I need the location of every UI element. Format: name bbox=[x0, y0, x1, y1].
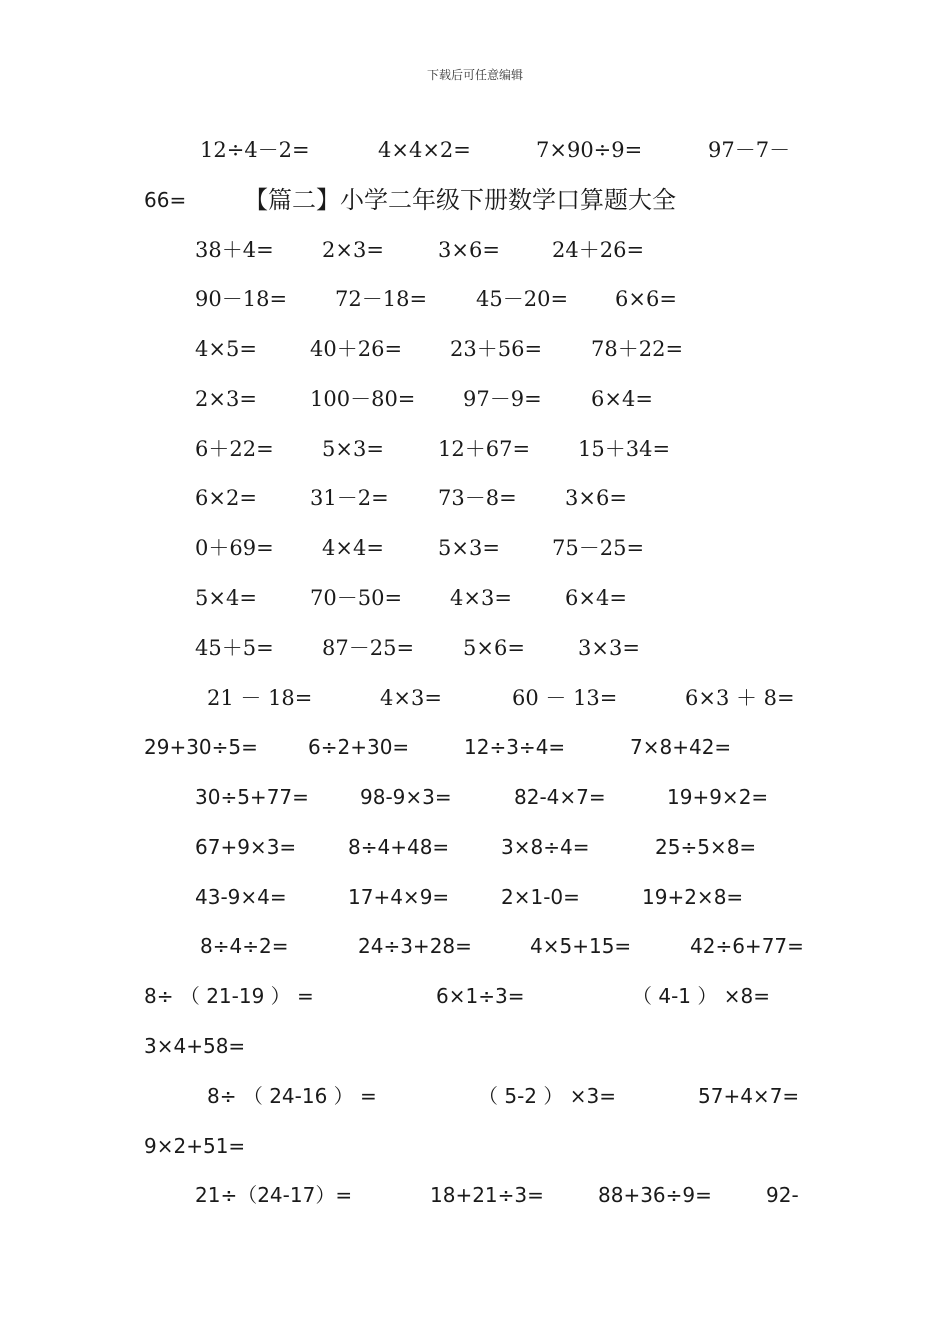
problem: 12＋67= bbox=[438, 437, 531, 461]
problem: 82-4×7= bbox=[514, 785, 606, 809]
problem: 30÷5+77= bbox=[195, 785, 309, 809]
section-heading: 【篇二】小学二年级下册数学口算题大全 bbox=[244, 186, 676, 214]
problem-row bbox=[0, 334, 950, 364]
problem: 4×3= bbox=[450, 586, 512, 610]
problem: 4×3= bbox=[380, 686, 442, 710]
problem: 78＋22= bbox=[591, 337, 684, 361]
problem: 12÷3÷4= bbox=[464, 735, 566, 759]
problem: 8÷ （ 24-16 ） = bbox=[207, 1084, 377, 1108]
problem: 6×4= bbox=[565, 586, 627, 610]
problem: 25÷5×8= bbox=[655, 835, 757, 859]
problem: 6÷2+30= bbox=[308, 735, 410, 759]
problem: 38＋4= bbox=[195, 238, 274, 262]
problem: 19+2×8= bbox=[642, 885, 744, 909]
problem-row bbox=[0, 434, 950, 464]
problem: 4×4= bbox=[322, 536, 384, 560]
problem-row bbox=[0, 533, 950, 563]
problem-row bbox=[0, 135, 950, 165]
problem-row bbox=[0, 1031, 950, 1061]
problem-row bbox=[0, 931, 950, 961]
problem: 70－50= bbox=[310, 586, 403, 610]
problem: 45－20= bbox=[476, 287, 569, 311]
problem-row bbox=[0, 284, 950, 314]
problem: 4×5= bbox=[195, 337, 257, 361]
problem: 6×2= bbox=[195, 486, 257, 510]
problem: 24÷3+28= bbox=[358, 934, 472, 958]
problem-row bbox=[0, 235, 950, 265]
problem: 4×5+15= bbox=[530, 934, 632, 958]
problem: 66= bbox=[144, 188, 187, 212]
problem: 29+30÷5= bbox=[144, 735, 258, 759]
problem: 5×3= bbox=[438, 536, 500, 560]
problem: 90－18= bbox=[195, 287, 288, 311]
problem: 87－25= bbox=[322, 636, 415, 660]
problem: 0＋69= bbox=[195, 536, 274, 560]
problem-row bbox=[0, 185, 950, 215]
problem-row bbox=[0, 1180, 950, 1210]
problem: 5×6= bbox=[463, 636, 525, 660]
problem-row bbox=[0, 1131, 950, 1161]
problem: 92- bbox=[766, 1183, 799, 1207]
problem: 4×4×2= bbox=[378, 138, 471, 162]
problem: （ 4-1 ） ×8= bbox=[632, 984, 770, 1008]
problem-row bbox=[0, 384, 950, 414]
problem: 100－80= bbox=[310, 387, 416, 411]
problem: 12÷4－2= bbox=[200, 138, 310, 162]
problem: 60 － 13= bbox=[512, 686, 618, 710]
problem: 2×1-0= bbox=[501, 885, 580, 909]
problem: 7×8+42= bbox=[630, 735, 732, 759]
problem: （ 5-2 ） ×3= bbox=[478, 1084, 616, 1108]
problem: 3×4+58= bbox=[144, 1034, 246, 1058]
page-header: 下载后可任意编辑 bbox=[426, 68, 523, 82]
problem: 72－18= bbox=[335, 287, 428, 311]
problem: 6×3 ＋ 8= bbox=[685, 686, 795, 710]
problem-row bbox=[0, 583, 950, 613]
problem: 21÷（24-17）= bbox=[195, 1183, 353, 1207]
problem-row bbox=[0, 483, 950, 513]
problem: 75－25= bbox=[552, 536, 645, 560]
problem: 40＋26= bbox=[310, 337, 403, 361]
problem: 8÷4+48= bbox=[348, 835, 450, 859]
problem: 43-9×4= bbox=[195, 885, 287, 909]
problem: 5×4= bbox=[195, 586, 257, 610]
problem: 8÷ （ 21-19 ） = bbox=[144, 984, 314, 1008]
problem: 2×3= bbox=[195, 387, 257, 411]
problem: 23＋56= bbox=[450, 337, 543, 361]
problem: 31－2= bbox=[310, 486, 389, 510]
problem: 3×6= bbox=[565, 486, 627, 510]
problem: 3×3= bbox=[578, 636, 640, 660]
problem: 6＋22= bbox=[195, 437, 274, 461]
problem: 9×2+51= bbox=[144, 1134, 246, 1158]
problem: 21 － 18= bbox=[207, 686, 313, 710]
problem-row bbox=[0, 633, 950, 663]
problem: 45＋5= bbox=[195, 636, 274, 660]
problem: 17+4×9= bbox=[348, 885, 450, 909]
problem: 73－8= bbox=[438, 486, 517, 510]
problem-row bbox=[0, 683, 950, 713]
problem: 7×90÷9= bbox=[536, 138, 643, 162]
problem-row bbox=[0, 1081, 950, 1111]
problem: 97－9= bbox=[463, 387, 542, 411]
problem: 57+4×7= bbox=[698, 1084, 800, 1108]
problem: 42÷6+77= bbox=[690, 934, 804, 958]
problem: 97－7－ bbox=[708, 138, 791, 162]
problem: 15＋34= bbox=[578, 437, 671, 461]
problem: 5×3= bbox=[322, 437, 384, 461]
problem: 18+21÷3= bbox=[430, 1183, 544, 1207]
problem-row bbox=[0, 782, 950, 812]
problem-row bbox=[0, 832, 950, 862]
problem: 67+9×3= bbox=[195, 835, 297, 859]
problem: 3×8÷4= bbox=[501, 835, 590, 859]
problem: 6×6= bbox=[615, 287, 677, 311]
problem: 3×6= bbox=[438, 238, 500, 262]
problem: 2×3= bbox=[322, 238, 384, 262]
problem: 8÷4÷2= bbox=[200, 934, 289, 958]
problem-row bbox=[0, 882, 950, 912]
problem: 98-9×3= bbox=[360, 785, 452, 809]
problem-row bbox=[0, 981, 950, 1011]
problem: 88+36÷9= bbox=[598, 1183, 712, 1207]
problem-row bbox=[0, 732, 950, 762]
problem: 6×1÷3= bbox=[436, 984, 525, 1008]
problem: 24＋26= bbox=[552, 238, 645, 262]
problem: 6×4= bbox=[591, 387, 653, 411]
problem: 19+9×2= bbox=[667, 785, 769, 809]
